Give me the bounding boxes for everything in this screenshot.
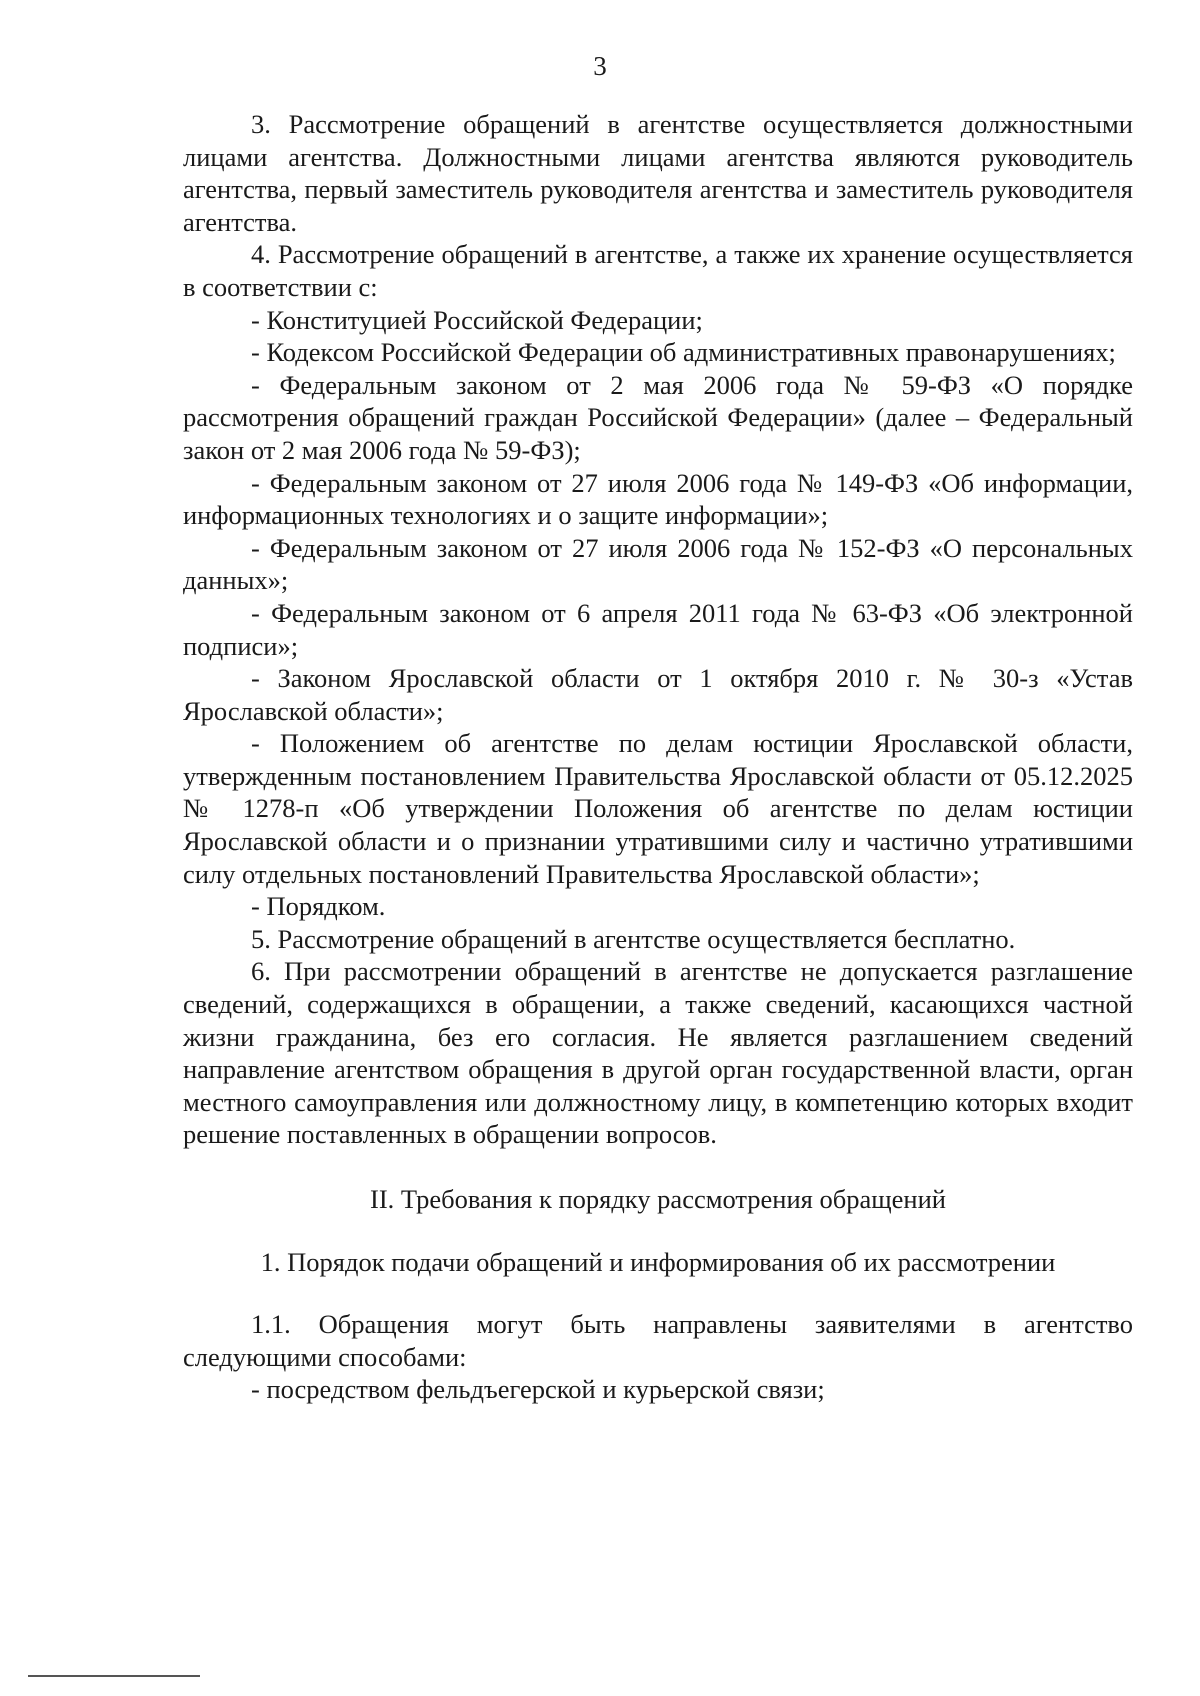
list-item-courier-delivery: - посредством фельдъегерской и курьерской связи;	[251, 1374, 825, 1405]
list-item-law-63fz: - Федеральным законом от 6 апреля 2011 года № 63-ФЗ «Об электронной подписи»;	[183, 597, 1133, 661]
subsection-heading: 1. Порядок подачи обращений и информирования об их рассмотрении	[260, 1246, 1056, 1277]
paragraph-5-free-of-charge: 5. Рассмотрение обращений в агентстве осуществляется бесплатно.	[251, 923, 1016, 954]
list-item-regional-charter: - Законом Ярославской области от 1 октября 2010 г. № 30-з «Устав Ярославской области»;	[183, 663, 1133, 726]
list-item-agency-regulation: - Положением об агентстве по делам юстиции Ярославской области, утвержденным постановлением Правительства Ярославской области от 05.12.2025 № 1278-п «Об утверждении Положения об агентстве по делам юстиции Ярославской области и о признании утратившими силу и частично утратившими силу отдельных постановлений Правительства Ярославской области»;	[183, 728, 1133, 889]
paragraph-3-officials: 3. Рассмотрение обращений в агентстве осуществляется должностными лицами агентства. Должностными лицами агентства являются руководитель агентства, первый заместитель руководителя агентства и заместитель руководителя агентства.	[183, 109, 1133, 237]
paragraph-6-confidentiality: 6. При рассмотрении обращений в агентстве не допускается разглашение сведений, содержащихся в обращении, а также сведений, касающихся частной жизни гражданина, без его согласия. Не является разглашением сведений направление агентством обращения в другой орган государственной власти, орган местного самоуправления или должностному лицу, в компетенцию которых входит решение поставленных в обращении вопросов.	[183, 956, 1133, 1150]
list-item-procedure: - Порядком.	[251, 891, 386, 922]
page-number: 3	[593, 51, 607, 81]
list-item-law-59fz: - Федеральным законом от 2 мая 2006 года № 59-ФЗ «О порядке рассмотрения обращений граждан Российской Федерации» (далее – Федеральный закон от 2 мая 2006 года № 59-ФЗ);	[183, 369, 1133, 465]
footer-rule	[28, 1675, 200, 1677]
list-item-law-152fz: - Федеральным законом от 27 июля 2006 года № 152-ФЗ «О персональных данных»;	[183, 532, 1133, 596]
list-item-constitution: - Конституцией Российской Федерации;	[251, 304, 703, 335]
paragraph-1-1-submission-methods: 1.1. Обращения могут быть направлены заявителями в агентство следующими способами:	[183, 1309, 1133, 1372]
list-item-law-149fz: - Федеральным законом от 27 июля 2006 года № 149-ФЗ «Об информации, информационных технологиях и о защите информации»;	[183, 467, 1133, 531]
document-body	[183, 108, 1133, 1406]
section-heading: II. Требования к порядку рассмотрения обращений	[370, 1184, 946, 1214]
list-item-administrative-code: - Кодексом Российской Федерации об административных правонарушениях;	[251, 337, 1116, 368]
paragraph-4-legal-basis: 4. Рассмотрение обращений в агентстве, а также их хранение осуществляется в соответствии с:	[183, 239, 1133, 302]
